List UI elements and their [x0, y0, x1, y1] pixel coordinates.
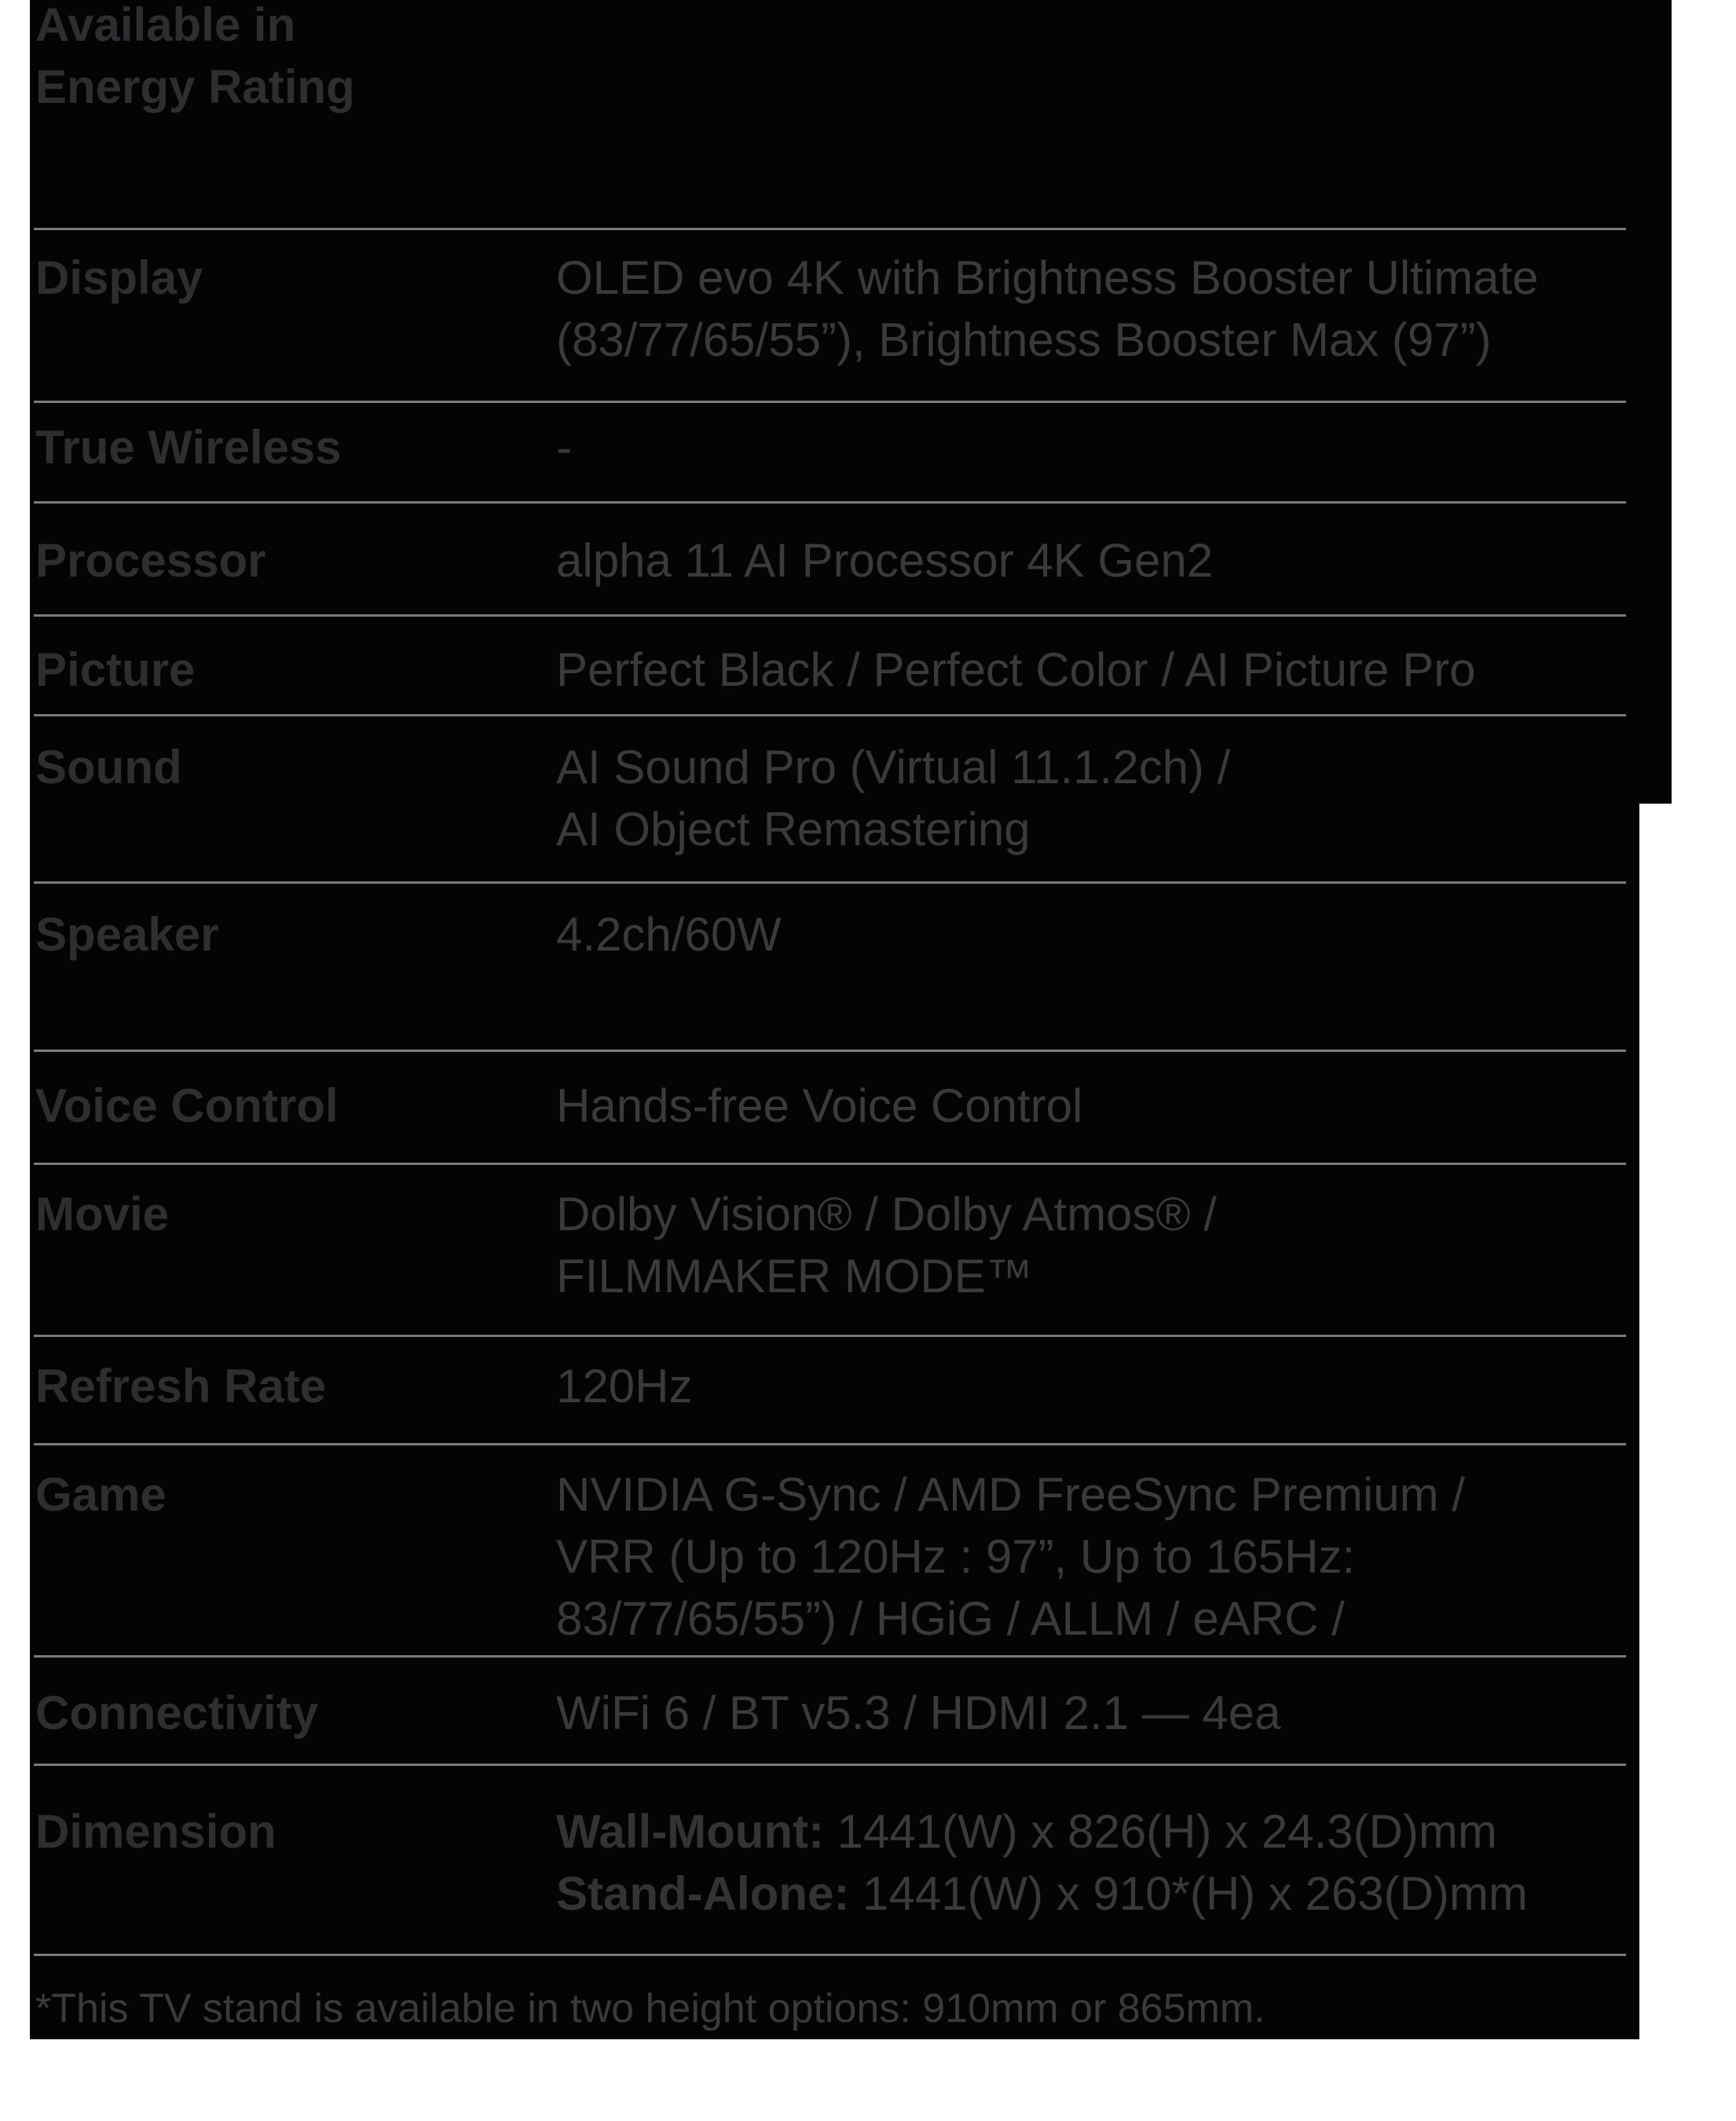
value-line: 120Hz — [556, 1360, 693, 1412]
spec-row-processor — [30, 501, 1639, 614]
row-value — [556, 529, 1213, 592]
row-label: True Wireless — [35, 421, 342, 474]
row-label: Speaker — [35, 908, 219, 961]
value-line: 83/77/65/55”) / HGiG / ALLM / eARC / — [556, 1592, 1345, 1645]
row-value — [556, 1682, 1281, 1744]
spec-row-connectivity — [30, 1655, 1639, 1764]
spec-row-voice-control — [30, 1050, 1639, 1163]
value-line: AI Object Remastering — [556, 803, 1031, 855]
value-line: alpha 11 AI Processor 4K Gen2 — [556, 534, 1214, 587]
value-line: 4.2ch/60W — [556, 908, 782, 961]
row-value — [556, 736, 1230, 860]
value-line: Perfect Black / Perfect Color / AI Picture Pro — [556, 643, 1476, 696]
row-label: Game — [35, 1468, 167, 1521]
row-value — [556, 1075, 1082, 1137]
spec-row-picture — [30, 614, 1639, 714]
footnote-row — [30, 1954, 1639, 2033]
value-line: Dolby Vision® / Dolby Atmos® / — [556, 1188, 1217, 1240]
spec-row-dimension — [30, 1764, 1639, 1954]
value-line: Hands-free Voice Control — [556, 1079, 1083, 1132]
row-value — [556, 1800, 1528, 1925]
row-value — [556, 416, 572, 478]
value-line: NVIDIA G-Sync / AMD FreeSync Premium / — [556, 1468, 1465, 1521]
value-line-bold-prefix: Wall-Mount: — [556, 1805, 824, 1858]
value-line: VRR (Up to 120Hz : 97”, Up to 165Hz: — [556, 1530, 1356, 1583]
row-label: Sound — [35, 741, 182, 793]
value-line: OLED evo 4K with Brightness Booster Ultimate — [556, 251, 1539, 304]
row-value — [556, 1463, 1465, 1650]
row-value — [556, 247, 1539, 371]
available-in-label: Available in — [35, 0, 296, 51]
spec-sheet — [30, 0, 1639, 2039]
spec-row-refresh-rate — [30, 1335, 1639, 1443]
availability-header — [30, 0, 1639, 228]
row-value — [556, 903, 782, 965]
row-value — [556, 639, 1475, 701]
value-line: FILMMAKER MODE™ — [556, 1250, 1033, 1302]
row-label: Voice Control — [35, 1079, 339, 1132]
value-line-bold-prefix: Stand-Alone: — [556, 1867, 850, 1920]
spec-row-movie — [30, 1163, 1639, 1335]
row-label: Picture — [35, 643, 196, 696]
energy-rating-label: Energy Rating — [35, 60, 355, 113]
row-value — [556, 1355, 692, 1417]
value-line: - — [556, 421, 572, 474]
value-line-text: 1441(W) x 910*(H) x 263(D)mm — [849, 1867, 1528, 1920]
spec-row-game — [30, 1443, 1639, 1655]
value-line: (83/77/65/55”), Brightness Booster Max (97”) — [556, 313, 1492, 366]
value-line: WiFi 6 / BT v5.3 / HDMI 2.1 — 4ea — [556, 1687, 1281, 1739]
value-line-text: 1441(W) x 826(H) x 24.3(D)mm — [824, 1805, 1497, 1858]
display-text-overflow-backdrop — [1639, 0, 1672, 804]
spec-row-display — [30, 228, 1639, 401]
row-value — [556, 1183, 1217, 1307]
row-label: Connectivity — [35, 1687, 319, 1739]
row-label: Display — [35, 251, 203, 304]
value-line: AI Sound Pro (Virtual 11.1.2ch) / — [556, 741, 1231, 793]
row-label: Processor — [35, 534, 266, 587]
row-label: Movie — [35, 1188, 170, 1240]
spec-row-speaker — [30, 881, 1639, 1050]
spec-row-sound — [30, 714, 1639, 881]
stand-height-footnote: *This TV stand is available in two height options: 910mm or 865mm. — [35, 1986, 1265, 2031]
row-label: Refresh Rate — [35, 1360, 327, 1412]
spec-row-true-wireless — [30, 401, 1639, 501]
value-line — [556, 1800, 1528, 1863]
row-label: Dimension — [35, 1805, 277, 1858]
value-line — [556, 1863, 1528, 1925]
